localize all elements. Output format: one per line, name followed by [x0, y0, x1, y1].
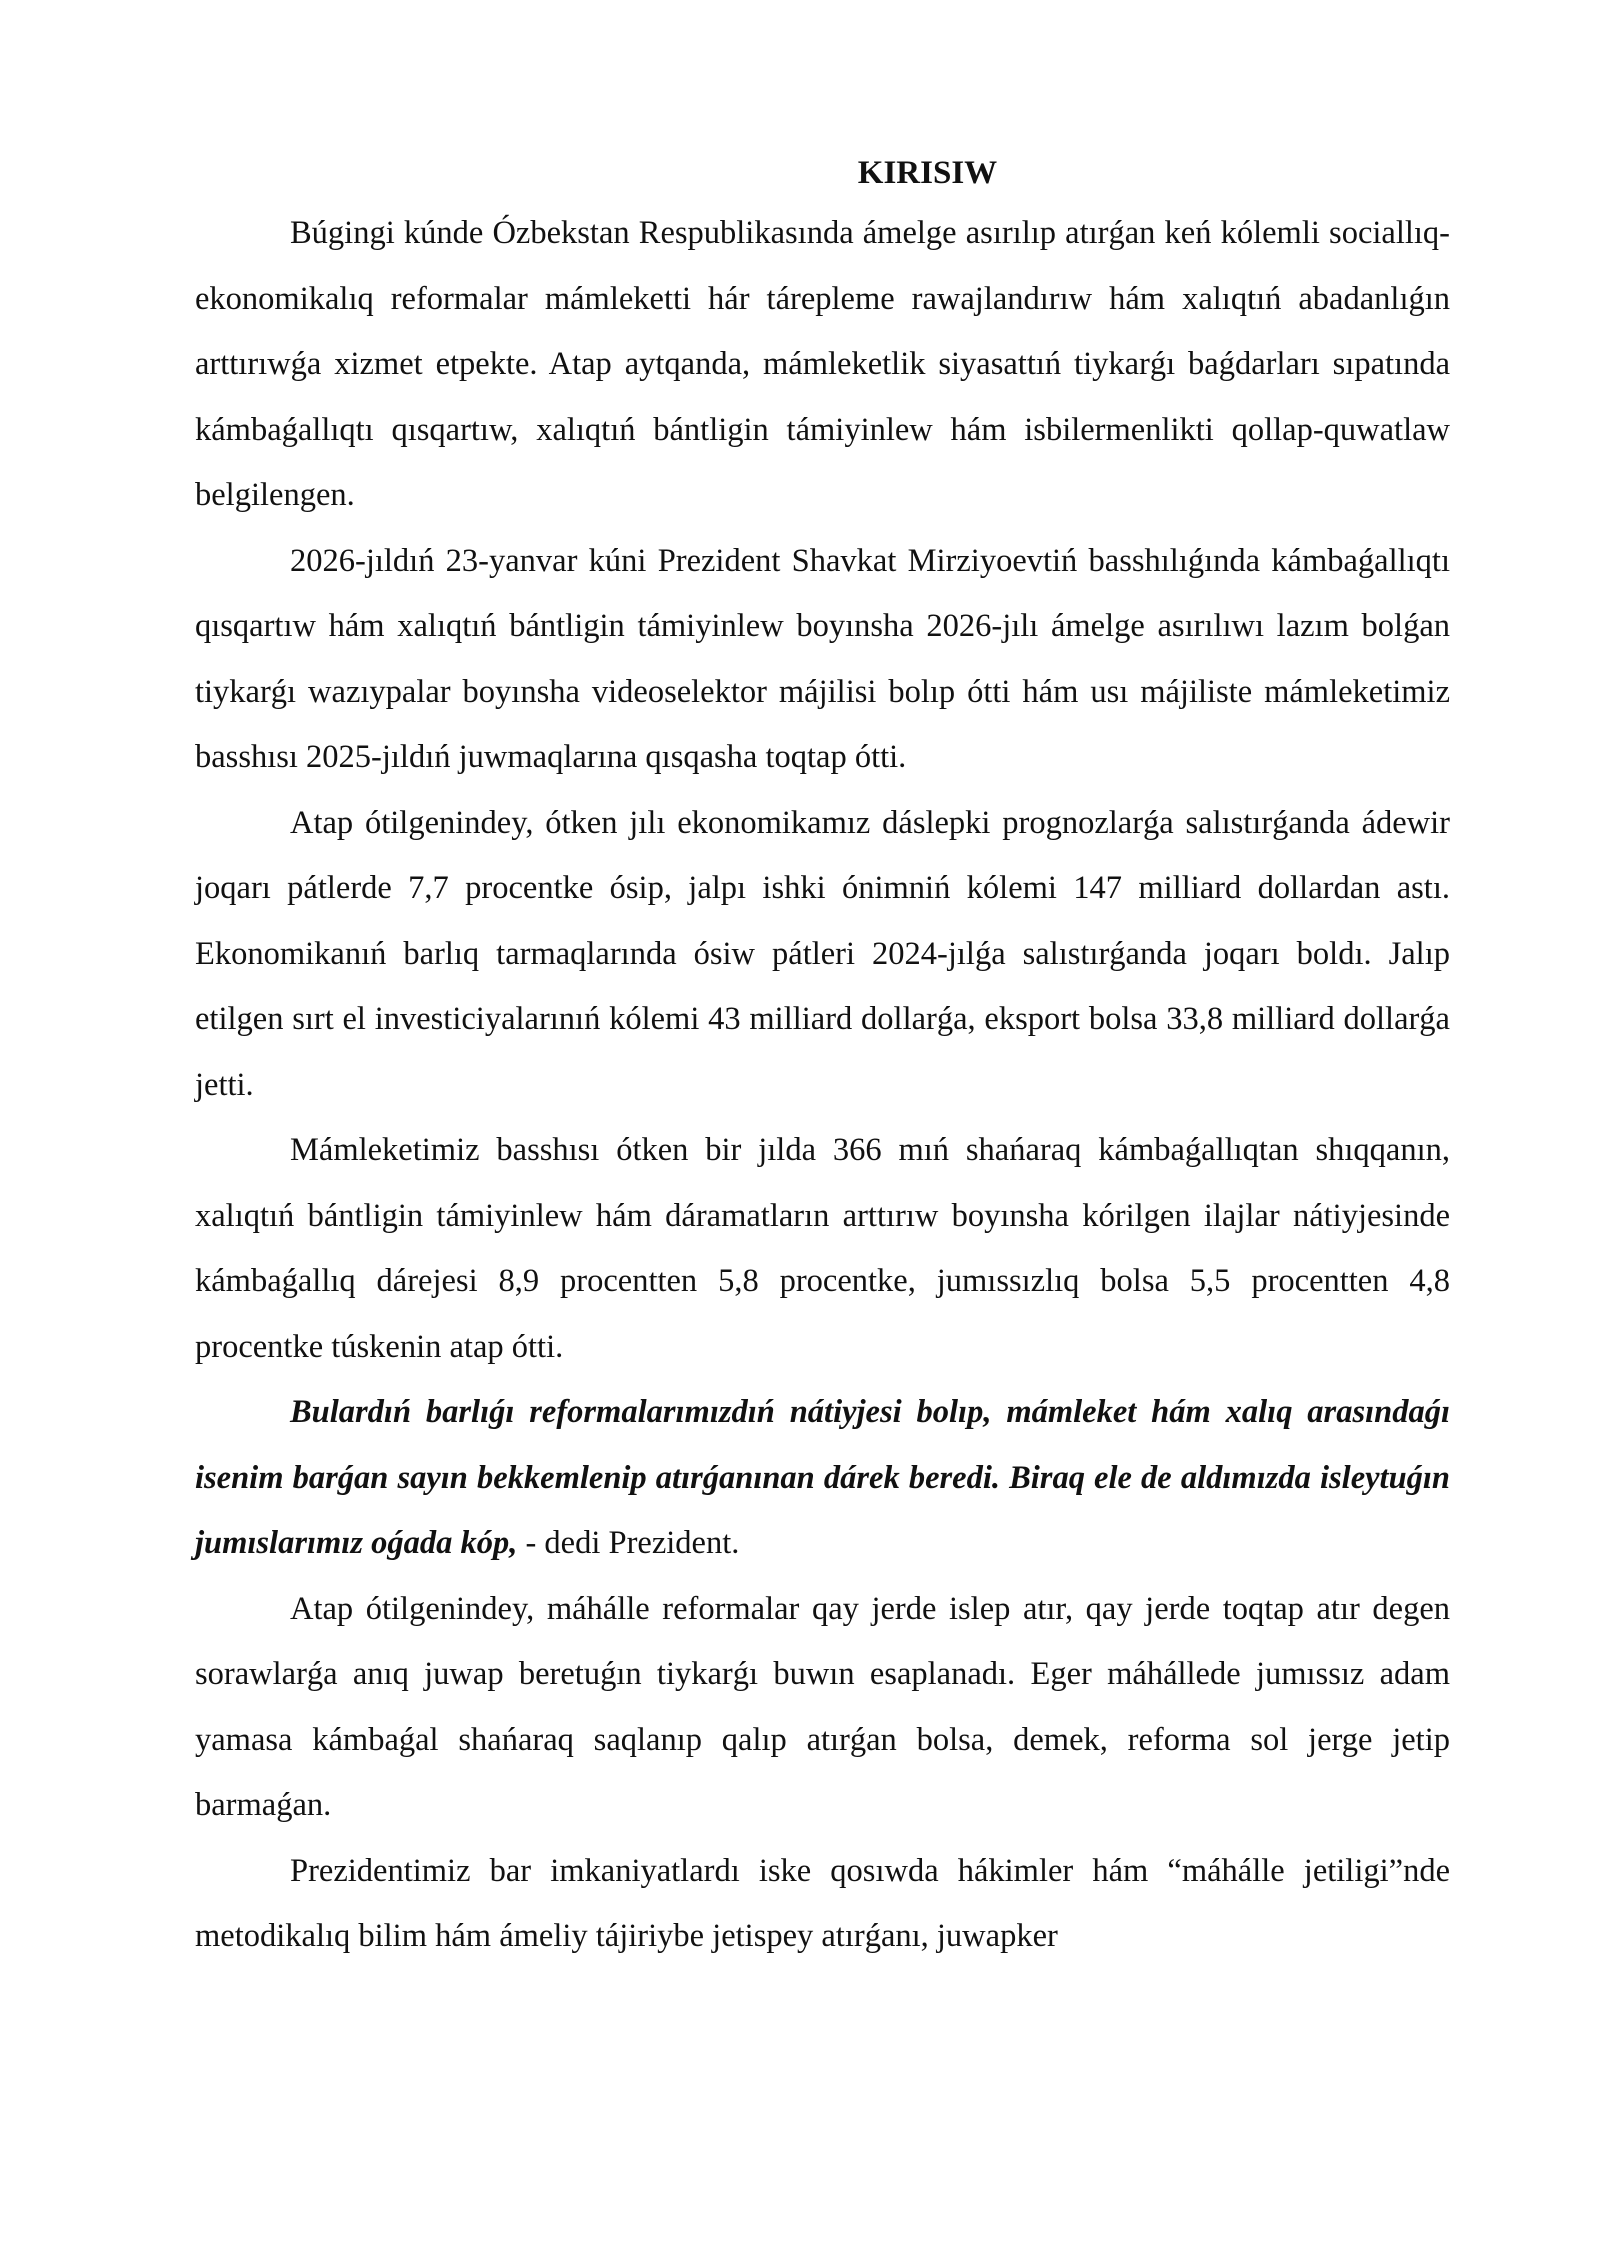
paragraph-president: Prezidentimiz bar imkaniyatlardı iske qosıwda hákimler hám “máhálle jetiligi”nde metodikalıq bilim hám ámeliy tájiriybe jetispey atırǵanı, juwapker [195, 1852, 1450, 1954]
document-page [195, 145, 1450, 1970]
paragraph-quote [195, 1380, 1450, 1577]
paragraph-mahalle: Atap ótilgenindey, máhálle reformalar qay jerde islep atır, qay jerde toqtap atır degen sorawlarǵa anıq juwap beretuǵın tiykarǵı buwın esaplanadı. Eger máhállede jumıssız adam yamasa kámbaǵal shańaraq saqlanıp qalıp atırǵan bolsa, demek, reforma sol jerge jetip barmaǵan. [195, 1590, 1450, 1823]
page-title: KIRISIW [857, 155, 998, 191]
paragraph-poverty: Mámleketimiz basshısı ótken bir jılda 366 mıń shańaraq kámbaǵallıqtan shıqqanın, xalıqtıń bántligin támiyinlew hám dáramatların arttırıw boyınsha kórilgen ilajlar nátiyjesinde kámbaǵallıq dárejesi 8,9 procentten 5,8 procentke, jumıssızlıq bolsa 5,5 procentten 4,8 procentke túskenin atap ótti. [195, 1132, 1450, 1365]
paragraph-meeting: 2026-jıldıń 23-yanvar kúni Prezident Shavkat Mirziyoevtiń basshılıǵında kámbaǵallıqtı qısqartıw hám xalıqtıń bántligin támiyinlew boyınsha 2026-jılı ámelge asırılıwı lazım bolǵan tiykarǵı wazıypalar boyınsha videoselektor májilisi bolıp ótti hám usı májiliste mámleketimiz basshısı 2025-jıldıń juwmaqlarına qısqasha toqtap ótti. [195, 542, 1450, 775]
quote-text: Bulardıń barlıǵı reformalarımızdıń nátiyjesi bolıp, mámleket hám xalıq arasındaǵı isenim barǵan sayın bekkemlenip atırǵanınan dárek beredi. Biraq ele de aldımızda isleytuǵın jumıslarımız oǵada kóp, [195, 1394, 1450, 1561]
paragraph-intro: Búgingi kúnde Ózbekstan Respublikasında ámelge asırılıp atırǵan keń kólemli sociallıq-ekonomikalıq reformalar mámleketti hár tárepleme rawajlandırıw hám xalıqtıń abadanlıǵın arttırıwǵa xizmet etpekte. Atap aytqanda, mámleketlik siyasattıń tiykarǵı baǵdarları sıpatında kámbaǵallıqtı qısqartıw, xalıqtıń bántligin támiyinlew hám isbilermenlikti qollap-quwatlaw belgilengen. [195, 215, 1450, 513]
paragraph-economy: Atap ótilgenindey, ótken jılı ekonomikamız dáslepki prognozlarǵa salıstırǵanda ádewir joqarı pátlerde 7,7 procentke ósip, jalpı ishki ónimniń kólemi 147 milliard dollardan astı. Ekonomikanıń barlıq tarmaqlarında ósiw pátleri 2024-jılǵa salıstırǵanda joqarı boldı. Jalıp etilgen sırt el investiciyalarınıń kólemi 43 milliard dollarǵa, eksport bolsa 33,8 milliard dollarǵa jetti. [195, 804, 1450, 1103]
quote-attribution: - dedi Prezident. [517, 1525, 740, 1561]
